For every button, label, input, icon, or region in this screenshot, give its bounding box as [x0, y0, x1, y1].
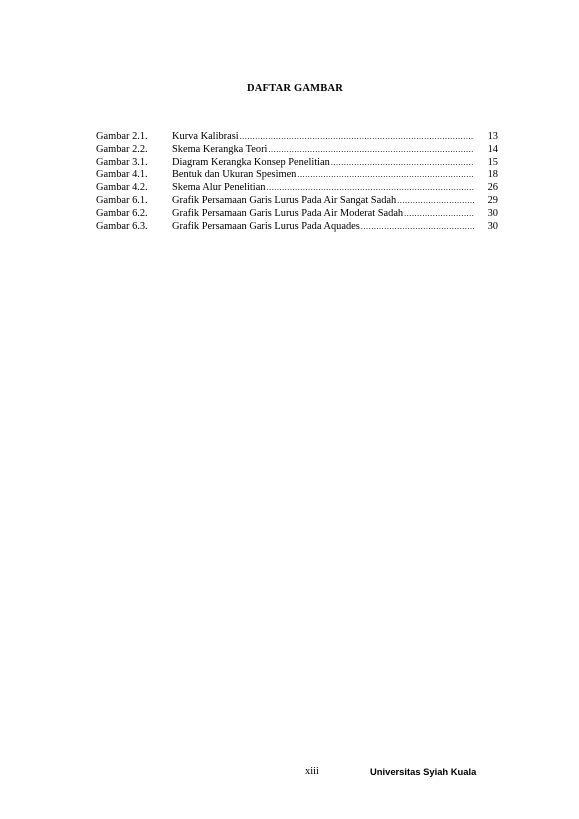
figure-number: Gambar 6.3. [96, 220, 148, 232]
figure-page: 14 [487, 143, 498, 155]
list-item [96, 182, 498, 195]
figure-page: 13 [487, 131, 498, 142]
figure-title: Grafik Persamaan Garis Lurus Pada Air Moderat Sadah [172, 207, 404, 219]
dot-leader [396, 195, 474, 208]
list-item [96, 221, 498, 234]
figure-title-cell [172, 169, 474, 182]
figure-number: Gambar 2.2. [96, 143, 148, 155]
figure-title: Skema Alur Penelitian [172, 182, 266, 194]
figure-number: Gambar 6.1. [96, 194, 148, 206]
figure-title: Kurva Kalibrasi [172, 131, 239, 142]
figure-title-cell [172, 144, 474, 157]
list-item [96, 195, 498, 208]
figure-list [96, 131, 498, 233]
figure-number: Gambar 3.1. [96, 156, 148, 168]
figure-page: 18 [487, 169, 498, 181]
figure-page: 30 [487, 207, 498, 219]
footer-university: Universitas Syiah Kuala [370, 766, 477, 777]
figure-page: 30 [487, 220, 498, 232]
figure-title: Diagram Kerangka Konsep Penelitian [172, 156, 330, 168]
dot-leader [360, 221, 474, 234]
figure-title: Skema Kerangka Teori [172, 143, 268, 155]
figure-number: Gambar 4.2. [96, 182, 148, 194]
figure-page: 26 [487, 182, 498, 194]
dot-leader [239, 131, 474, 144]
figure-title-cell [172, 131, 474, 144]
list-item [96, 208, 498, 221]
list-item [96, 157, 498, 170]
figure-number: Gambar 6.2. [96, 207, 148, 219]
figure-title: Bentuk dan Ukuran Spesimen [172, 169, 297, 181]
list-item [96, 144, 498, 157]
figure-title-cell [172, 195, 474, 208]
figure-number: Gambar 4.1. [96, 169, 148, 181]
list-item [96, 169, 498, 182]
figure-number: Gambar 2.1. [96, 131, 148, 142]
dot-leader [266, 182, 475, 195]
figure-title-cell [172, 221, 474, 234]
page-title: DAFTAR GAMBAR [246, 83, 344, 94]
dot-leader [403, 208, 474, 221]
dot-leader [296, 169, 474, 182]
figure-title-cell [172, 157, 474, 170]
figure-title: Grafik Persamaan Garis Lurus Pada Air Sangat Sadah [172, 194, 397, 206]
figure-page: 15 [487, 156, 498, 168]
list-item [96, 131, 498, 144]
figure-page: 29 [487, 194, 498, 206]
figure-title: Grafik Persamaan Garis Lurus Pada Aquades [172, 220, 360, 232]
dot-leader [267, 144, 474, 157]
footer-page-number: xiii [305, 766, 319, 777]
figure-title-cell [172, 182, 474, 195]
dot-leader [330, 157, 474, 170]
figure-title-cell [172, 208, 474, 221]
